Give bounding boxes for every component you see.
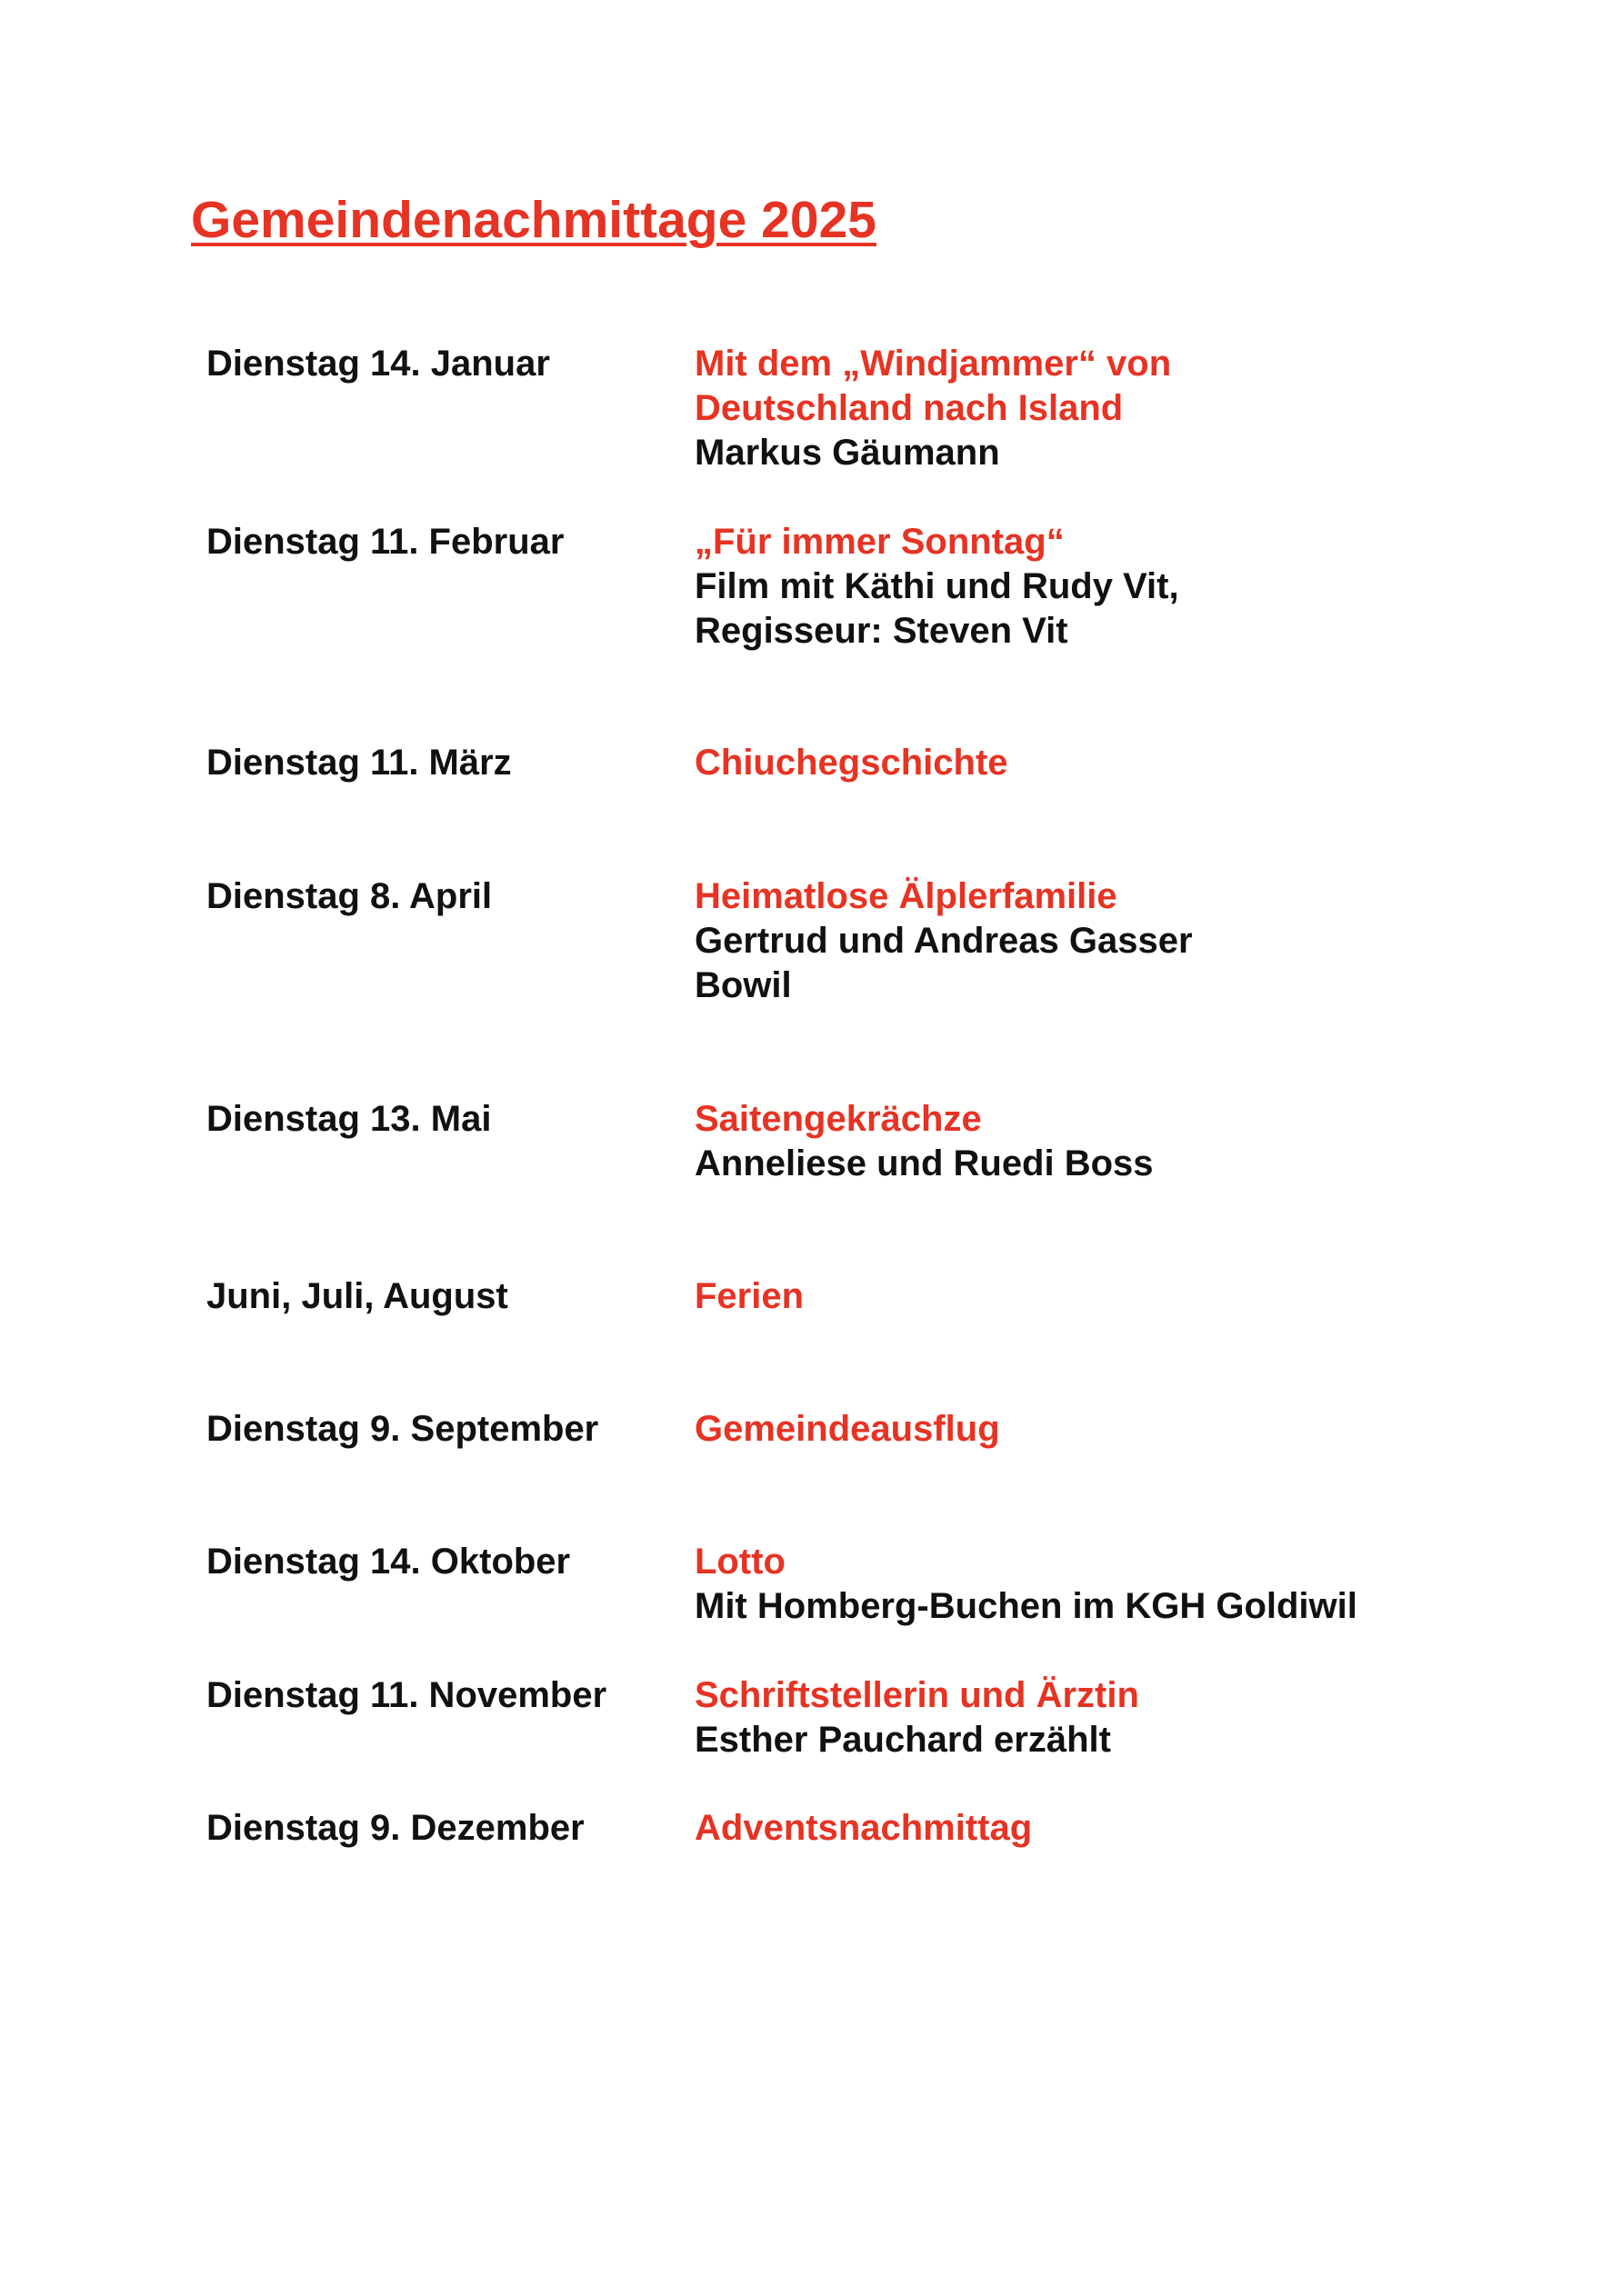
entry-detail-line: Markus Gäumann (695, 433, 1000, 473)
entry-topic: Ferien (695, 1276, 805, 1316)
entry-date: Dienstag 11. November (206, 1675, 607, 1715)
entry-detail-line: Gertrud und Andreas Gasser (695, 921, 1193, 961)
entry-details (695, 741, 1604, 785)
entry-date: Dienstag 14. Oktober (206, 1542, 571, 1582)
entry-date: Dienstag 9. Dezember (206, 1808, 585, 1848)
entry-topic: Gemeindeausflug (695, 1409, 1000, 1449)
entry-date: Dienstag 11. März (206, 743, 512, 783)
entry-date: Juni, Juli, August (206, 1276, 508, 1316)
entry-topic: Lotto (695, 1542, 786, 1582)
entry-date: Dienstag 9. September (206, 1409, 599, 1449)
entry-topic: Schriftstellerin und Ärztin (695, 1675, 1139, 1715)
entry-date: Dienstag 14. Januar (206, 344, 550, 384)
entry-detail-line: Film mit Käthi und Rudy Vit, (695, 566, 1179, 606)
entry-topic: Deutschland nach Island (695, 388, 1124, 428)
entry-detail-line: Anneliese und Ruedi Boss (695, 1143, 1154, 1183)
entry-topic: Chiuchegschichte (695, 743, 1008, 783)
entry-topic: Heimatlose Älplerfamilie (695, 876, 1117, 916)
entry-details (695, 1407, 1604, 1452)
entry-topic: Mit dem „Windjammer“ von (695, 344, 1172, 384)
entry-details (695, 342, 1604, 475)
entry-detail-line: Regisseur: Steven Vit (695, 611, 1068, 651)
entry-date: Dienstag 11. Februar (206, 522, 565, 562)
entry-topic: Saitengekrächze (695, 1099, 982, 1139)
entry-topic: Adventsnachmittag (695, 1808, 1033, 1848)
entry-detail-line: Mit Homberg-Buchen im KGH Goldiwil (695, 1586, 1357, 1626)
entry-date: Dienstag 13. Mai (206, 1099, 492, 1139)
entry-details (695, 874, 1604, 1008)
entry-date: Dienstag 8. April (206, 876, 493, 916)
entry-details (695, 520, 1604, 654)
entry-detail-line: Esther Pauchard erzählt (695, 1720, 1111, 1760)
entry-detail-line: Bowil (695, 965, 792, 1005)
entry-details (695, 1097, 1604, 1186)
entry-topic: „Für immer Sonntag“ (695, 522, 1065, 562)
entry-details (695, 1274, 1604, 1319)
entry-details (695, 1806, 1604, 1851)
entry-details (695, 1540, 1604, 1629)
page-title: Gemeindenachmittage 2025 (191, 191, 876, 249)
entry-details (695, 1673, 1604, 1762)
